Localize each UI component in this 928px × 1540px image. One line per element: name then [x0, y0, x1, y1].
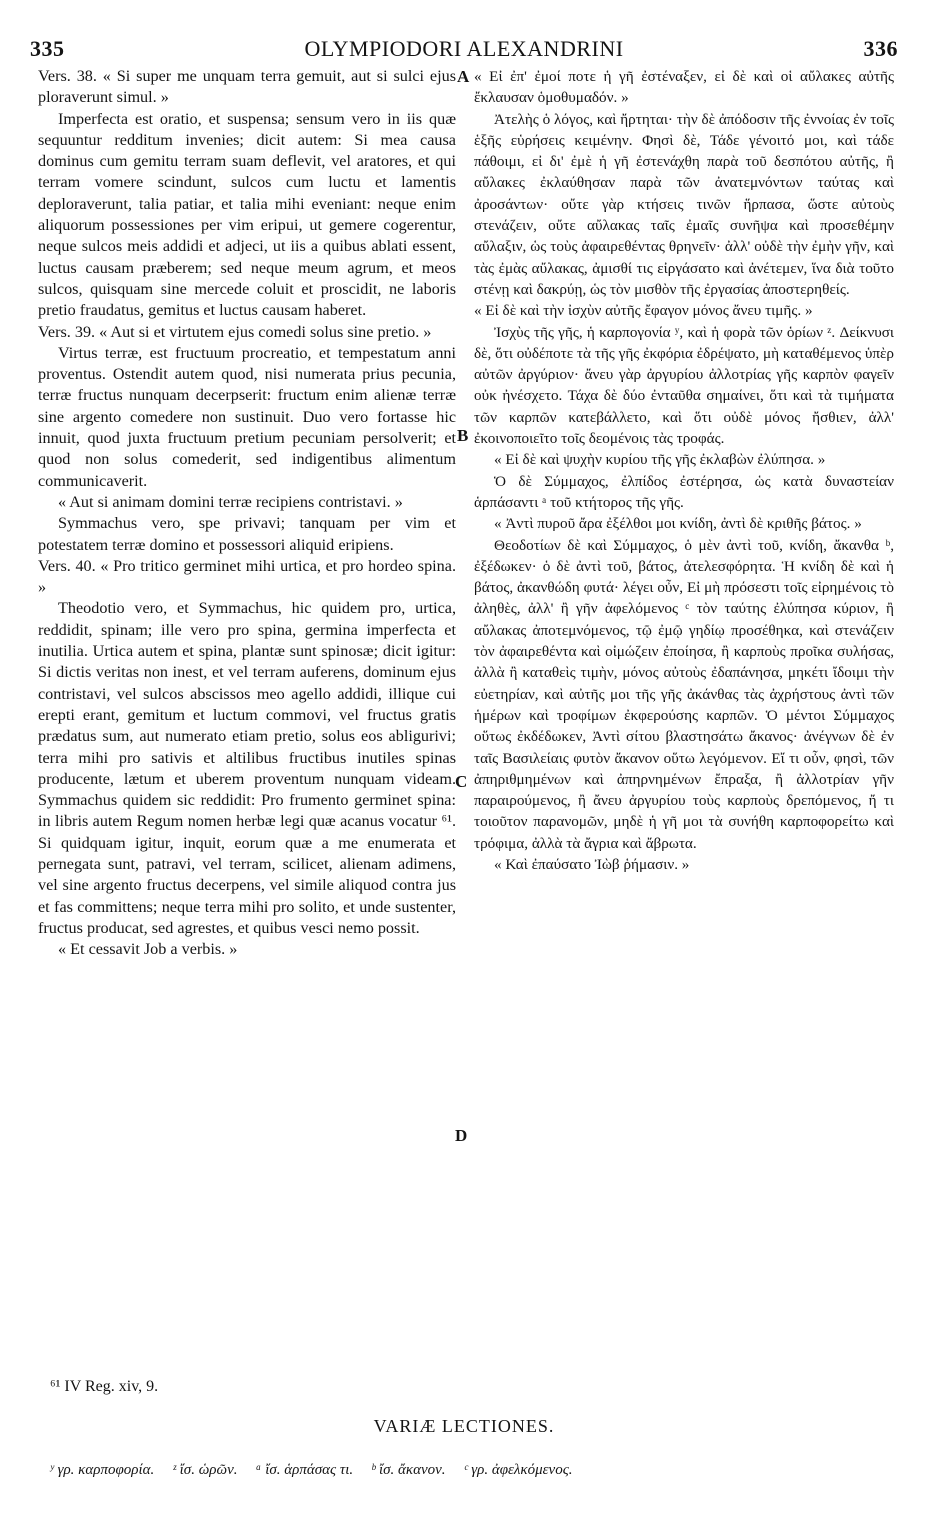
section-title: VARIÆ LECTIONES.: [373, 1416, 555, 1436]
latin-quote-animam: « Aut si animam domini terræ recipiens contristavi. »: [58, 492, 403, 511]
margin-marker-a: A: [457, 67, 470, 86]
latin-column: [38, 66, 456, 960]
latin-verse-38: Vers. 38. « Si super me unquam terra gemuit, aut si sulci ejus ploraverunt simul. »: [38, 67, 456, 107]
latin-quote-cessavit: « Et cessavit Job a verbis. »: [58, 940, 238, 959]
variant-readings: [50, 1462, 888, 1479]
latin-verse-40: Vers. 40. « Pro tritico germinet mihi urtica, et pro hordeo spina. »: [38, 556, 456, 597]
greek-column: [474, 66, 894, 875]
page-number-right: 336: [863, 36, 898, 61]
greek-commentary-38: Ἀτελὴς ὁ λόγος, καὶ ἤρτηται· τὴν δὲ ἀπόδοσιν τῆς ἐννοίας ἐν τοῖς ἑξῆς εὑρήσεις κειμένην. Φησὶ δὲ, Τάδε γένοιτό μοι, καὶ τάδε πάθοιμι, εἰ δι' ἐμὲ ἡ γῆ ἐστενάχθη παρὰ τοῦ δεσπότου αὐτῆς, ἢ αὔλακες ἐκλαύθησαν παρὰ τῶν ἀνατεμνόντων ταύτας καὶ ἀροσάντων· οὔτε γὰρ κτήσεις τινῶν ἥρπασα, ὥστε αὐτοὺς στενάζειν, οὔτε αὔλακας ταῖς ἐμαῖς συνῆψα καὶ προσεθέμην αὔλαξιν, ὡς τοὺς ἀφαιρεθέντας θρηνεῖν· ἀλλ' οὐδὲ τὴν ἐμὴν γῆν, καὶ τὰς ἐμὰς αὔλακας, ἀμισθί τις εἰργάσατο καὶ ἀνέτεμεν, ἵνα διὰ τοῦτο στένῃ καὶ δακρύῃ, ὡς τὸν μισθὸν τῆς ἐργασίας ἀποστερηθείς.: [474, 110, 894, 298]
variant-a: ᵃ ἴσ. ἁρπάσας τι.: [255, 1462, 354, 1478]
page-header: [30, 36, 898, 62]
greek-verse-38: « Εἰ ἐπ' ἐμοί ποτε ἡ γῆ ἐστέναξεν, εἰ δὲ καὶ οἱ αὔλακες αὐτῆς ἔκλαυσαν ὁμοθυμαδόν. »: [474, 68, 894, 107]
variant-c: ᶜ γρ. ἀφελκόμενος.: [463, 1462, 573, 1478]
footnote: ⁶¹ IV Reg. xiv, 9.: [50, 1378, 159, 1395]
running-title: OLYMPIODORI ALEXANDRINI: [304, 36, 624, 61]
greek-commentary-40: Θεοδοτίων δὲ καὶ Σύμμαχος, ὁ μὲν ἀντὶ τοῦ, κνίδη, ἄκανθα ᵇ, ἐξέδωκεν· ὁ δὲ ἀντὶ τοῦ, βάτος, ἀτελεσφόρητα. Ἡ κνίδη δὲ καὶ ἡ βάτος, ἀκανθώδη φυτά· λέγει οὖν, Εἰ μὴ πρόσεστι τοῖς εἰρημένοις τὸ ἀληθὲς, ἀλλ' ἢ γῆν ἀφελόμενος ᶜ τὸν ταύτης ἐλύπησα κύριον, ἢ αὔλακας ἀποτεμνόμενος, τῷ ἐμῷ γηδίῳ προσέθηκα, καὶ στενάζειν τὸν ἀφαιρεθέντα καὶ οἰμώζειν ἐποίησα, ἢ καρποὺς προῖκα συλήσας, ἀλλὰ ἢ καταθεὶς τιμὴν, μόνος αὐτοὺς ἐδαπάνησα, μηκέτι ἴδοιμι τὴν εὐετηρίαν, καὶ αὐτῆς μοι τῆς γῆς ἀκάνθας τὰς ἀχρήστους ἀντὶ τῶν ἡμέρων καὶ τροφίμων ἐκφερούσης καρπῶν. Ὁ μέντοι Σύμμαχος οὕτως ἐκδέδωκεν, Ἀντὶ σίτου βλαστησάτω ἄκανος· ἀνέγνων δὲ ἐν ταῖς Βασιλείαις φυτὸν ἄκανον οὕτω λεγόμενον. Εἴ τι οὖν, φησὶ, τῶν ἀπηριθμημένων καὶ ἀπηρνημένων ἔπραξα, ἢ ἀλλοτρίαν γῆν παραιρούμενος, ἢ ἄνευ ἀργυρίου τοὺς καρποὺς δρεπόμενος, ἤ τι τοιοῦτον παρανομῶν, μηδὲ ἡ γῆ μοι τὰ συνήθη καρποφορείτω καὶ τρόφιμα, ἀλλὰ τὰ ἄγρια καὶ ἄβρωτα.: [474, 536, 894, 852]
greek-verse-39: « Εἰ δὲ καὶ τὴν ἰσχὺν αὐτῆς ἔφαγον μόνος ἄνευ τιμῆς. »: [474, 302, 813, 320]
latin-commentary-40: Theodotio vero, et Symmachus, hic quidem pro, urtica, reddidit, spinam; ille vero pro spina, germina imperfecta et inutilia. Urtica autem et spina, plantæ sunt spinosæ; dicit igitur: Si dictis veritas non inest, et vel terram auferens, dominum ejus contristavi, vel sulcos abscissos meo agello addidi, illique cui erepti erant, gemitum et luctum commovi, vel fructus gratis prædatus sum, aut numerato etiam pretio, solus eos abligurivi; terra mihi pro sativis et altilibus fructibus inutiles spinas producente, lætum et uberem proventum nunquam videam. Symmachus quidem sic reddidit: Pro frumento germinet spina: in libris autem Regum nomen herbæ legi quæ acanus vocatur ⁶¹. Si quidquam igitur, inquit, eorum quæ a me enumerata et pernegata sunt, patravi, vel terram, scilicet, alienam adimens, vel sine argento fructus decerpens, vel simile aliquod contra jus et fas committens; neque terra mihi pro solito, et unde sustenter, fructus producat, sed agrestes, et quibus vesci nemo possit.: [38, 599, 456, 937]
latin-commentary-38: Imperfecta est oratio, et suspensa; sensum vero in iis quæ sequuntur redditum invenies; dicit autem: Si mea causa dominus cum gemitu terram suam deflevit, vel aratores, et qui terram vomere scindunt, sulcos cum luctu et lamentis deploraverunt, talia patiar, et talia mihi eveniant: neque enim aliquorum possessiones per vim eripui, ut gemere cogerentur, neque sulcos meis addidi et adjeci, ut iis a quibus ablati essent, luctus causam præberem; sed neque meum agrum, et meos sulcos, quisquam sine mercede coluit et proscidit, ne laboris pretio fraudatus, gemitus et luctus causam haberet.: [38, 109, 456, 320]
latin-verse-39: Vers. 39. « Aut si et virtutem ejus comedi solus sine pretio. »: [38, 322, 432, 341]
variant-z: ᶻ ἴσ. ὡρῶν.: [172, 1462, 238, 1478]
greek-quote-epausato: « Καὶ ἐπαύσατο Ἰὼβ ῥήμασιν. »: [494, 855, 690, 873]
margin-marker-b: B: [457, 426, 469, 445]
margin-marker-c: C: [455, 772, 468, 791]
latin-symmachus: Symmachus vero, spe privavi; tanquam per vim et potestatem terræ domino et possessori aliquid eripiens.: [38, 514, 456, 554]
greek-quote-psychen: « Εἰ δὲ καὶ ψυχὴν κυρίου τῆς γῆς ἐκλαβὼν ἐλύπησα. »: [494, 451, 826, 469]
variant-y: ʸ γρ. καρποφορία.: [50, 1462, 155, 1478]
page-number-left: 335: [30, 36, 65, 61]
variant-b: ᵇ ἴσ. ἄκανον.: [371, 1462, 446, 1478]
margin-marker-d: D: [455, 1126, 468, 1145]
greek-symmachus: Ὁ δὲ Σύμμαχος, ἐλπίδος ἐστέρησα, ὡς κατὰ δυναστείαν ἁρπάσαντι ᵃ τοῦ κτήτορος τῆς γῆς.: [474, 472, 894, 511]
latin-commentary-39: Virtus terræ, est fructuum procreatio, et tempestatum anni proventus. Ostendit autem quod, nisi numerata prius pecunia, terræ fructus nunquam decerpserit: fructum enim alienæ terræ sine argento comedere non sustinuit. Duo vero fortasse hic innuit, quod juxta fructuum pretium pecuniam persolverit; et quod non solus comederit, sed indigentibus alimentum communicaverit.: [38, 343, 456, 490]
greek-commentary-39: Ἰσχὺς τῆς γῆς, ἡ καρπογονία ʸ, καὶ ἡ φορὰ τῶν ὁρίων ᶻ. Δείκνυσι δὲ, ὅτι οὐδέποτε τὰ τῆς γῆς ἐκφόρια ἐδρέψατο, μὴ καταθέμενος ὑπὲρ αὐτῶν ἀργύριον· ἄνευ γὰρ ἀργυρίου ἀλλοτρίας γῆς καρπὸν φαγεῖν οὐκ ἠνέσχετο. Τάχα δὲ δύο ἐνταῦθα σημαίνει, ὅτι καὶ τὰ τιμήματα τῶν καρπῶν κατεβάλλετο, καὶ ὅτι οὐδὲ μόνος ἤσθιεν, ἀλλ' ἐκοινοποιεῖτο τοῖς δεομένοις τὰς τροφάς.: [474, 323, 894, 448]
greek-verse-40: « Ἀντὶ πυροῦ ἄρα ἐξέλθοι μοι κνίδη, ἀντὶ δὲ κριθῆς βάτος. »: [494, 515, 862, 533]
